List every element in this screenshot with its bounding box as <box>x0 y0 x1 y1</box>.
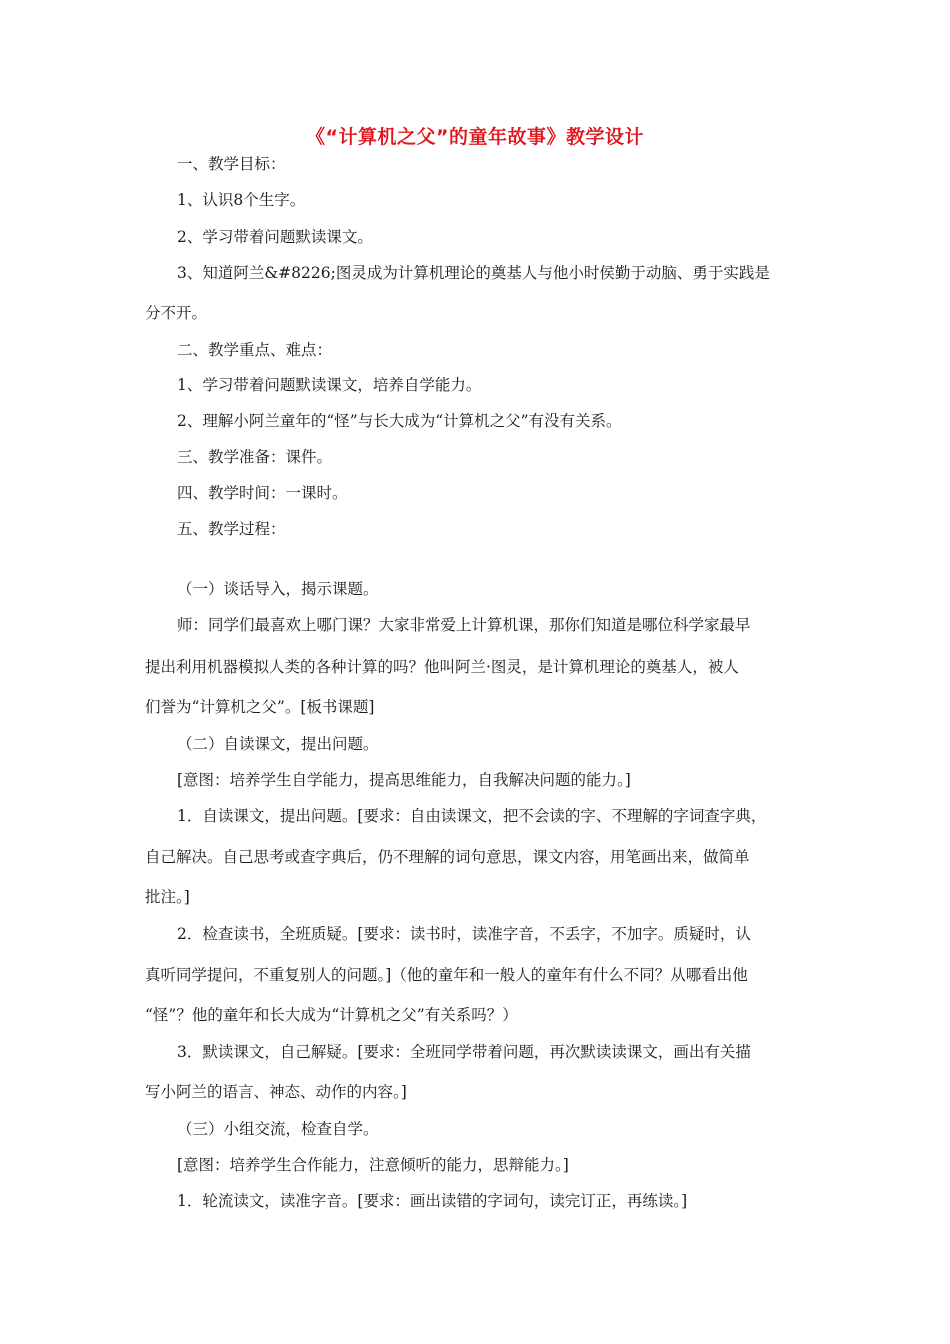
step-heading-3: （三）小组交流，检查自学。 <box>177 1120 379 1138</box>
paragraph-line: “怪”？他的童年和长大成为“计算机之父”有关系吗？） <box>145 1006 518 1024</box>
paragraph-line: 自己解决。自己思考或查字典后，仍不理解的词句意思，课文内容，用笔画出来，做简单 <box>145 848 750 866</box>
step-heading-2: （二）自读课文，提出问题。 <box>177 735 379 753</box>
goal-item-3-cont: 分不开。 <box>145 304 208 322</box>
section-heading-preparation: 三、教学准备：课件。 <box>177 448 333 466</box>
paragraph-line: 3．默读课文，自己解疑。[要求：全班同学带着问题，再次默读读课文，画出有关描 <box>177 1043 751 1061</box>
paragraph-line: 真听同学提问，不重复别人的问题。]（他的童年和一般人的童年有什么不同？从哪看出他 <box>145 966 748 984</box>
paragraph-line: 批注。] <box>145 888 190 906</box>
goal-item-3: 3、知道阿兰&#8226;图灵成为计算机理论的奠基人与他小时侯勤于动脑、勇于实践是 <box>177 264 770 282</box>
paragraph-line: 1．自读课文，提出问题。[要求：自由读课文，把不会读的字、不理解的字词查字典， <box>177 807 767 825</box>
section-heading-key-points: 二、教学重点、难点： <box>177 341 333 359</box>
goal-item-2: 2、学习带着问题默读课文。 <box>177 228 373 246</box>
document-title: 《“计算机之父”的童年故事》教学设计 <box>306 126 644 148</box>
intent-note: [意图：培养学生合作能力，注意倾听的能力，思辩能力。] <box>177 1156 569 1174</box>
goal-item-1: 1、认识8个生字。 <box>177 191 306 209</box>
paragraph-line: 2．检查读书，全班质疑。[要求：读书时，读准字音，不丢字，不加字。质疑时，认 <box>177 925 751 943</box>
paragraph-line: 们誉为“计算机之父”。[板书课题] <box>145 698 375 716</box>
key-point-1: 1、学习带着问题默读课文，培养自学能力。 <box>177 376 482 394</box>
intent-note: [意图：培养学生自学能力，提高思维能力，自我解决问题的能力。] <box>177 771 631 789</box>
step-heading-1: （一）谈话导入，揭示课题。 <box>177 580 379 598</box>
paragraph-line: 提出利用机器模拟人类的各种计算的吗？他叫阿兰·图灵，是计算机理论的奠基人，被人 <box>145 658 739 676</box>
paragraph-line: 师：同学们最喜欢上哪门课？大家非常爱上计算机课，那你们知道是哪位科学家最早 <box>177 616 751 634</box>
paragraph-line: 写小阿兰的语言、神态、动作的内容。] <box>145 1083 407 1101</box>
section-heading-goals: 一、教学目标： <box>177 155 286 173</box>
section-heading-process: 五、教学过程： <box>177 520 286 538</box>
key-point-2: 2、理解小阿兰童年的“怪”与长大成为“计算机之父”有没有关系。 <box>177 412 622 430</box>
section-heading-time: 四、教学时间：一课时。 <box>177 484 348 502</box>
paragraph-line: 1．轮流读文，读准字音。[要求：画出读错的字词句，读完订正，再练读。] <box>177 1192 688 1210</box>
